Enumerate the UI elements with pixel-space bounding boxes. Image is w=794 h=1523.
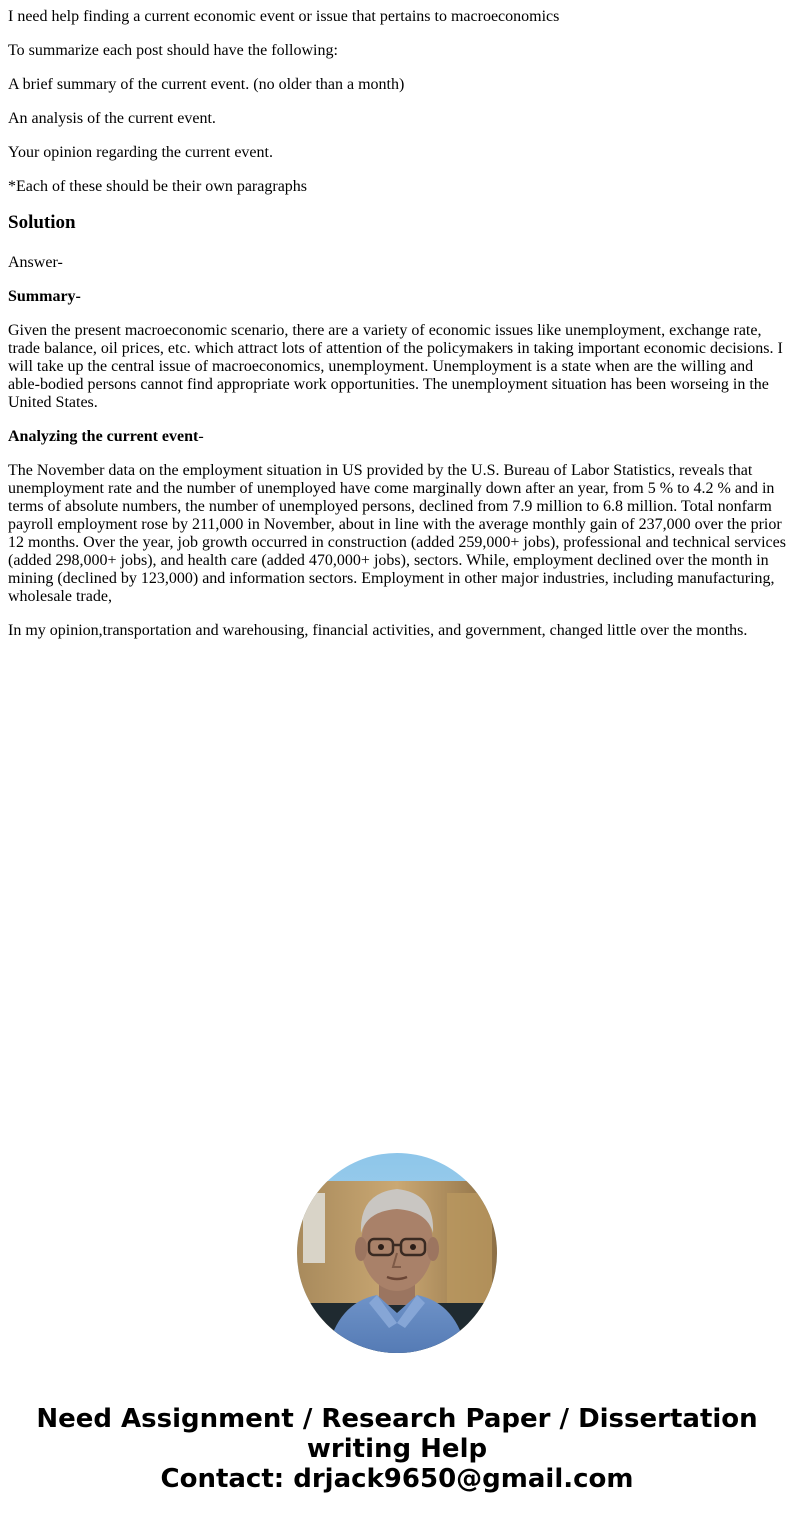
summary-paragraph: Given the present macroeconomic scenario, there are a variety of economic issues like unemployment, exchange rate, trade balance, oil prices, etc. which attract lots of attention of the policymakers in taking important economic decisions. I will take up the central issue of macroeconomics, unemployment. Unemployment is a state when are the willing and able-bodied persons cannot find appropriate work opportunities. The unemployment situation has been worseing in the United States.: [8, 322, 783, 411]
answer-label: Answer-: [8, 254, 63, 271]
summary-heading-text: Summary-: [8, 288, 81, 305]
question-summary-requirement: To summarize each post should have the following:: [8, 42, 338, 59]
author-avatar: [297, 1153, 497, 1353]
question-note: *Each of these should be their own paragraphs: [8, 178, 308, 195]
analysis-paragraph: The November data on the employment situation in US provided by the U.S. Bureau of Labor Statistics, reveals that unemployment rate and the number of unemployed have come marginally down after an year, from 5 % to 4.2 % and in terms of absolute numbers, the number of unemployed persons, declined from 7.9 million to 6.8 million. Total nonfarm payroll employment rose by 211,000 in November, about in line with the average monthly gain of 237,000 over the prior 12 months. Over the year, job growth occurred in construction (added 259,000+ jobs), professional and technical services (added 298,000+ jobs), and health care (added 470,000+ jobs), sectors. While, employment declined over the month in mining (declined by 123,000) and information sectors. Employment in other major industries, including manufacturing, wholesale trade,: [8, 462, 786, 605]
analysis-heading-text: Analyzing the current event: [8, 428, 199, 445]
question-requirement-3: Your opinion regarding the current event.: [8, 144, 273, 161]
question-requirement-1: A brief summary of the current event. (no older than a month): [8, 76, 405, 93]
promo-banner: [0, 1404, 794, 1494]
question-requirement-2: An analysis of the current event.: [8, 110, 216, 127]
author-portrait-illustration: [297, 1153, 497, 1353]
opinion-paragraph: In my opinion,transportation and warehousing, financial activities, and government, changed little over the months.: [8, 622, 748, 639]
question-intro: I need help finding a current economic event or issue that pertains to macroeconomics: [8, 8, 560, 25]
promo-contact: Contact: drjack9650@gmail.com: [160, 1464, 634, 1494]
solution-heading: Solution: [8, 212, 76, 233]
summary-heading: [8, 288, 786, 306]
analysis-heading-suffix: -: [198, 428, 204, 445]
promo-line-1: Need Assignment / Research Paper / Dissertation: [36, 1404, 758, 1434]
analysis-heading: [8, 428, 786, 446]
document-body: [8, 0, 786, 656]
promo-line-2: writing Help: [306, 1434, 488, 1464]
